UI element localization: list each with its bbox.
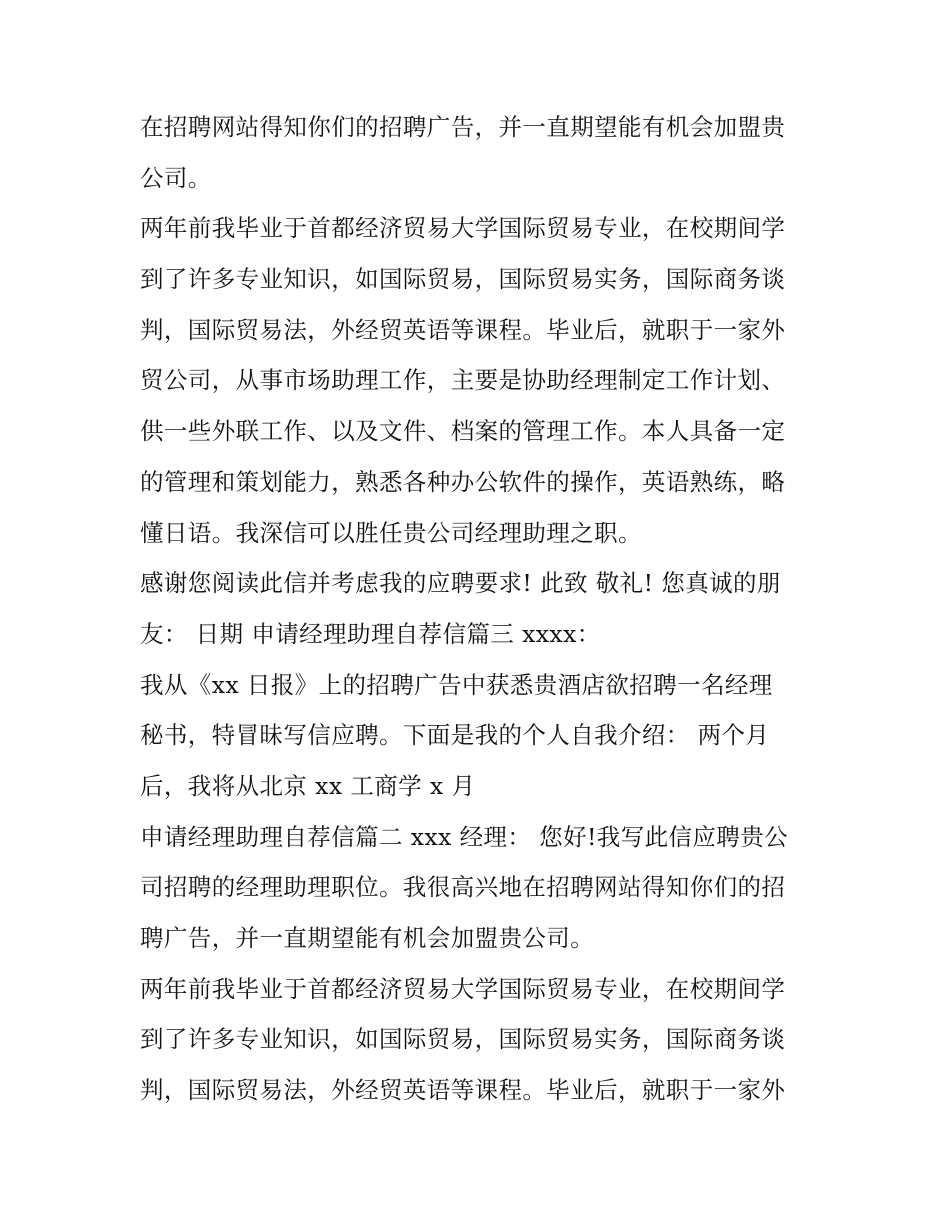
text-line: 聘广告，并一直期望能有机会加盟贵公司。 [140, 924, 595, 952]
text-line: 两年前我毕业于首都经济贸易大学国际贸易专业，在校期间学 [140, 974, 786, 1003]
text-line: 秘书，特冒昧写信应聘。下面是我的个人自我介绍： 两个月 [140, 721, 770, 750]
text-line: 申请经理助理自荐信篇二 xxx 经理： 您好!我写此信应聘贵公 [140, 822, 789, 851]
text-line: 两年前我毕业于首都经济贸易大学国际贸易专业，在校期间学 [140, 214, 786, 243]
text-line: 公司。 [140, 163, 212, 192]
text-line: 在招聘网站得知你们的招聘广告，并一直期望能有机会加盟贵 [140, 113, 786, 141]
text-line: 判，国际贸易法，外经贸英语等课程。毕业后，就职于一家外 [140, 315, 786, 344]
text-line: 到了许多专业知识，如国际贸易，国际贸易实务，国际商务谈 [140, 1025, 786, 1054]
text-line: 司招聘的经理助理职位。我很高兴地在招聘网站得知你们的招 [140, 873, 786, 902]
text-line: 感谢您阅读此信并考虑我的应聘要求! 此致 敬礼! 您真诚的朋 [140, 569, 781, 598]
text-line: 懂日语。我深信可以胜任贵公司经理助理之职。 [140, 518, 642, 547]
text-line: 到了许多专业知识，如国际贸易，国际贸易实务，国际商务谈 [140, 265, 786, 294]
text-line: 判，国际贸易法，外经贸英语等课程。毕业后，就职于一家外 [140, 1076, 786, 1105]
text-line: 友： 日期 申请经理助理自荐信篇三 xxxx： [140, 619, 601, 648]
text-line: 贸公司，从事市场助理工作，主要是协助经理制定工作计划、 [140, 366, 786, 395]
text-line: 供一些外联工作、以及文件、档案的管理工作。本人具备一定 [140, 417, 786, 446]
text-line: 的管理和策划能力，熟悉各种办公软件的操作，英语熟练，略 [140, 467, 786, 496]
text-line: 我从《xx 日报》上的招聘广告中获悉贵酒店欲招聘一名经理 [140, 670, 773, 699]
text-line: 后，我将从北京 xx 工商学 x 月 [140, 771, 476, 800]
document-body [140, 102, 820, 1116]
